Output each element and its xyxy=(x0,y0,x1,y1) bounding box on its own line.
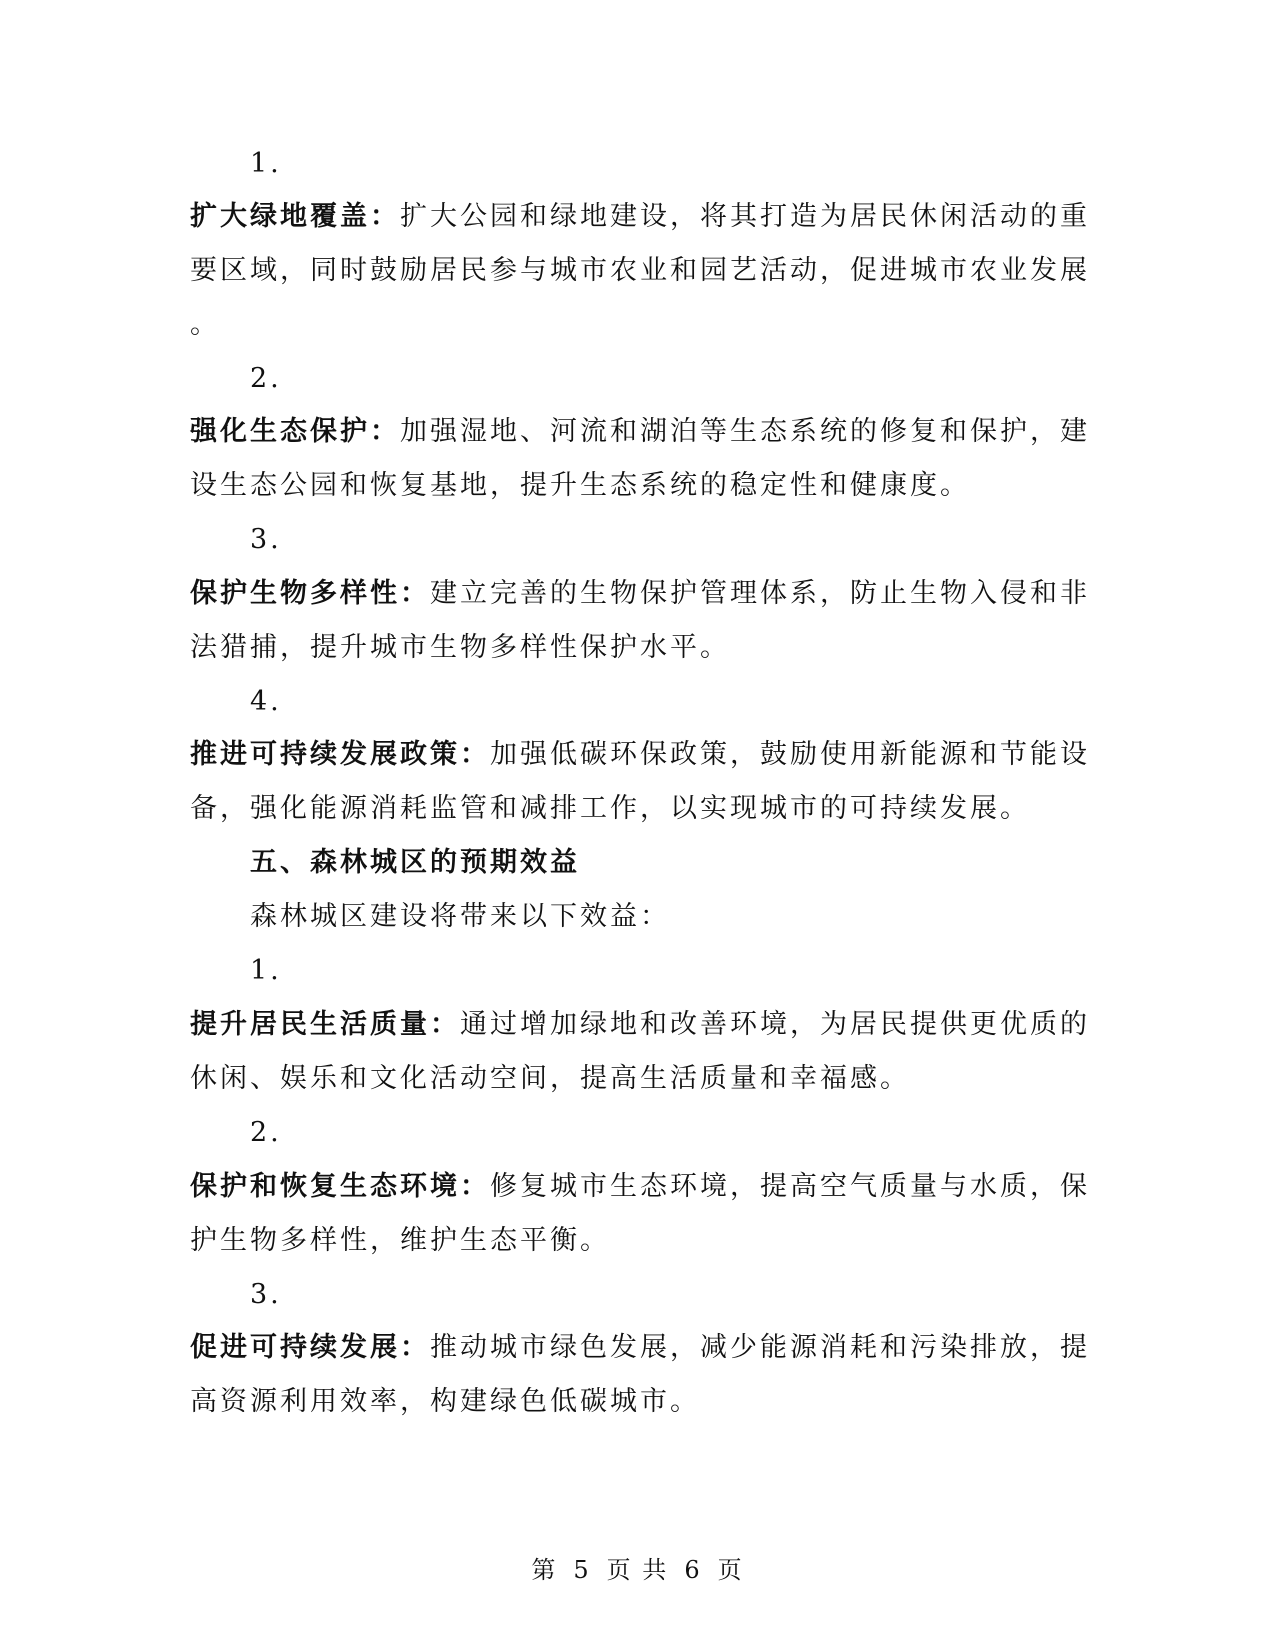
paragraph-line: 设生态公园和恢复基地，提升生态系统的稳定性和健康度。 xyxy=(190,470,970,501)
item-title: 提升居民生活质量： xyxy=(190,1009,460,1040)
total-page-number: 6 xyxy=(684,1556,702,1584)
item-text: 推动城市绿色发展，减少能源消耗和污染排放，提 xyxy=(430,1332,1090,1363)
list-number: 3. xyxy=(250,1279,282,1310)
item-text: 建立完善的生物保护管理体系，防止生物入侵和非 xyxy=(430,578,1090,609)
paragraph-line: 。 xyxy=(190,309,220,340)
paragraph-line: 休闲、娱乐和文化活动空间，提高生活质量和幸福感。 xyxy=(190,1063,910,1094)
item-title: 强化生态保护： xyxy=(190,416,400,447)
paragraph-line xyxy=(190,577,1090,611)
section-intro: 森林城区建设将带来以下效益： xyxy=(250,901,670,932)
item-title: 促进可持续发展： xyxy=(190,1332,430,1363)
paragraph-line: 高资源利用效率，构建绿色低碳城市。 xyxy=(190,1386,700,1417)
paragraph-line: 要区域，同时鼓励居民参与城市农业和园艺活动，促进城市农业发展 xyxy=(190,255,1090,286)
paragraph-line xyxy=(190,415,1090,449)
paragraph-line: 护生物多样性，维护生态平衡。 xyxy=(190,1225,610,1256)
footer-middle: 页 共 xyxy=(606,1556,669,1584)
item-text: 通过增加绿地和改善环境，为居民提供更优质的 xyxy=(460,1009,1090,1040)
section-heading: 五、森林城区的预期效益 xyxy=(250,847,580,878)
paragraph-line: 备，强化能源消耗监管和减排工作，以实现城市的可持续发展。 xyxy=(190,793,1030,824)
item-title: 扩大绿地覆盖： xyxy=(190,201,400,232)
footer-suffix: 页 xyxy=(717,1556,744,1584)
paragraph-line xyxy=(190,1008,1090,1042)
list-number: 4. xyxy=(250,686,282,717)
paragraph-line xyxy=(190,200,1090,234)
paragraph-line xyxy=(190,1331,1090,1365)
item-title: 保护生物多样性： xyxy=(190,578,430,609)
list-number: 2. xyxy=(250,1117,282,1148)
item-text: 扩大公园和绿地建设，将其打造为居民休闲活动的重 xyxy=(400,201,1090,232)
item-text: 加强低碳环保政策，鼓励使用新能源和节能设 xyxy=(490,739,1090,770)
item-text: 加强湿地、河流和湖泊等生态系统的修复和保护，建 xyxy=(400,416,1090,447)
list-number: 1. xyxy=(250,148,282,179)
item-title: 推进可持续发展政策： xyxy=(190,739,490,770)
paragraph-line: 法猎捕，提升城市生物多样性保护水平。 xyxy=(190,632,730,663)
page-footer xyxy=(0,1550,1275,1585)
footer-prefix: 第 xyxy=(531,1556,558,1584)
current-page-number: 5 xyxy=(573,1556,591,1584)
paragraph-line xyxy=(190,738,1090,772)
item-title: 保护和恢复生态环境： xyxy=(190,1171,490,1202)
item-text: 修复城市生态环境，提高空气质量与水质，保 xyxy=(490,1171,1090,1202)
list-number: 3. xyxy=(250,524,282,555)
paragraph-line xyxy=(190,1170,1090,1204)
list-number: 1. xyxy=(250,955,282,986)
list-number: 2. xyxy=(250,363,282,394)
